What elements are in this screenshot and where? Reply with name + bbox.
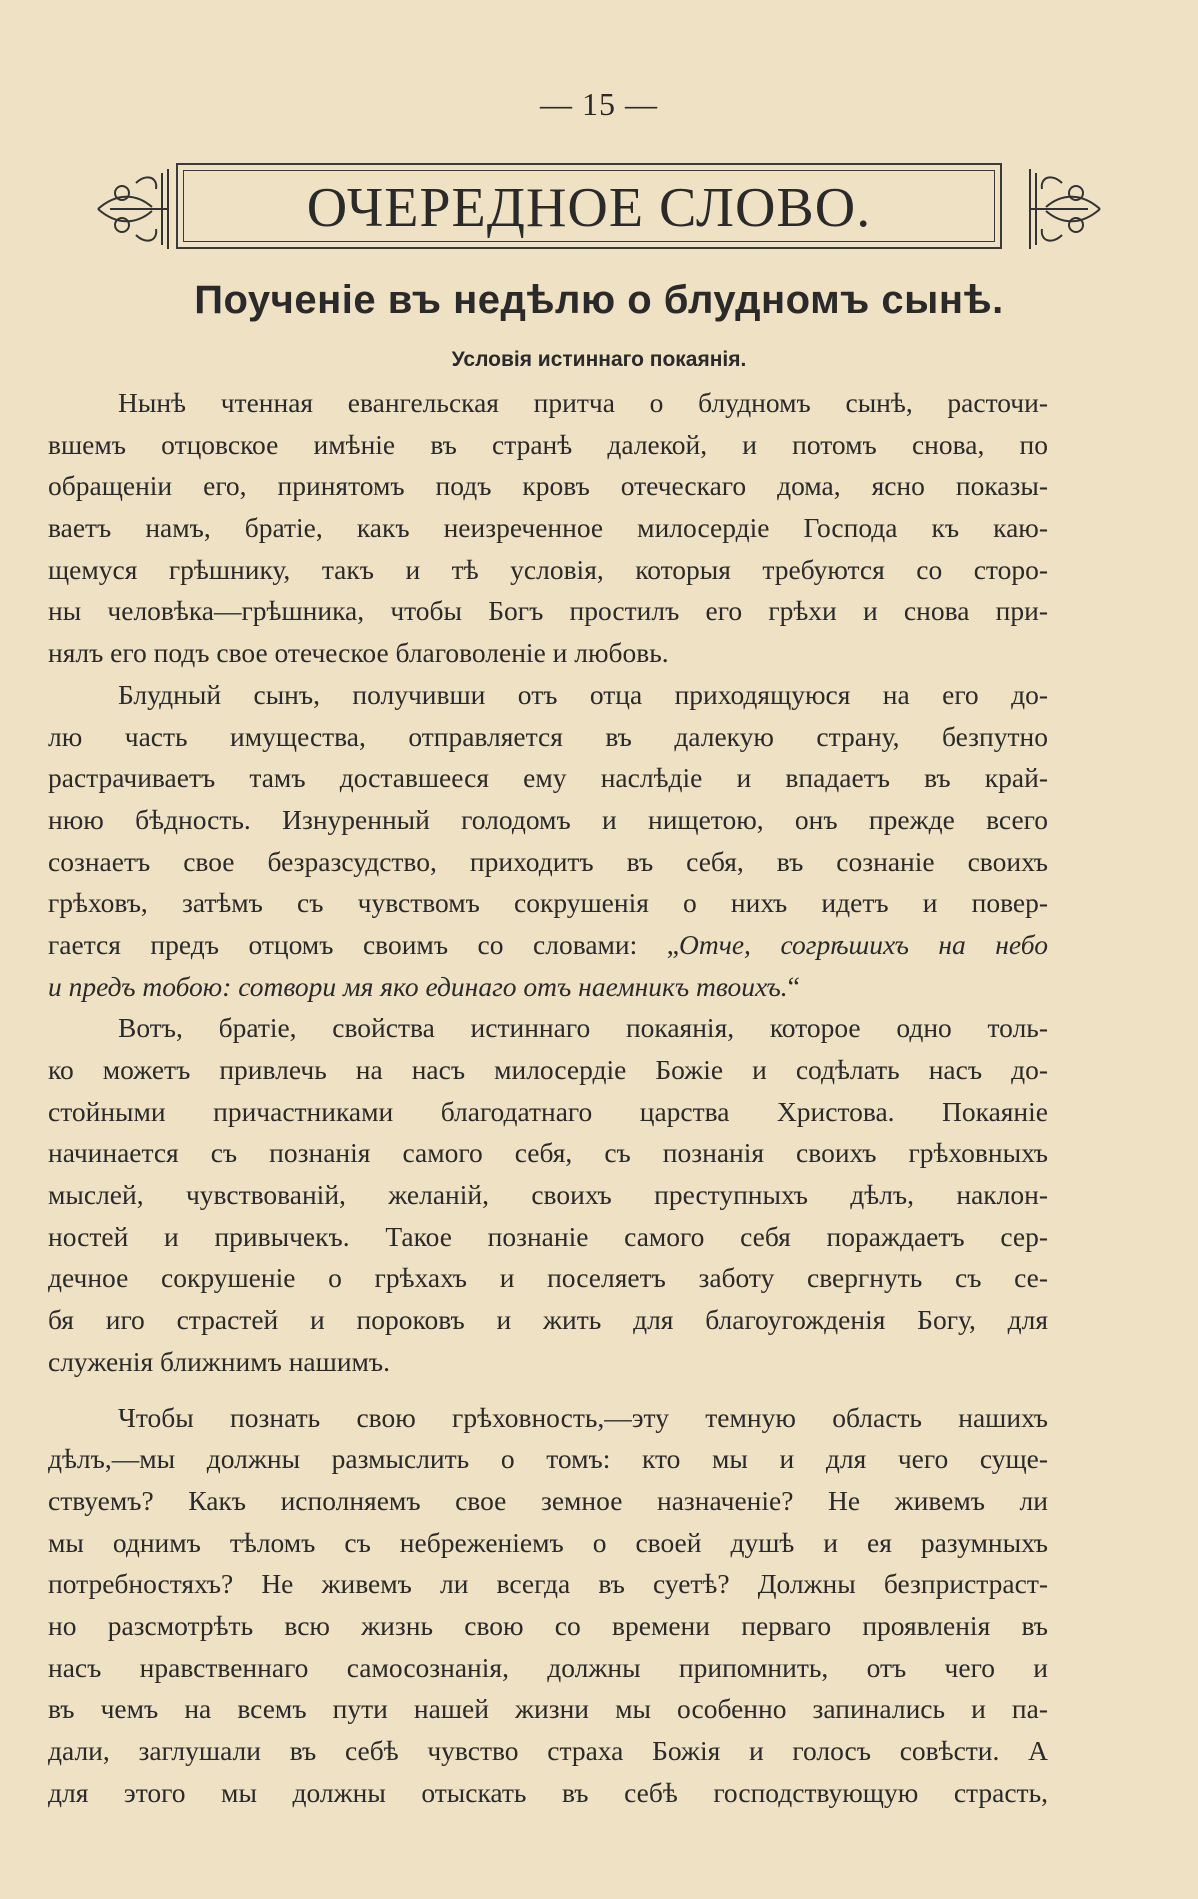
text-line: нюю бѣдность. Изнуренный голодомъ и нищетою, онъ прежде всего (48, 803, 1048, 835)
text-line: мыслей, чувствованій, желаній, своихъ преступныхъ дѣлъ, наклон- (48, 1179, 1048, 1211)
paragraph (48, 1397, 1048, 1814)
text-fragment: гается предъ отцомъ своимъ со словами: „ (48, 928, 680, 960)
text-line: ны человѣка—грѣшника, чтобы Богъ простилъ его грѣхи и снова при- (48, 595, 1048, 627)
text-line: Нынѣ чтенная евангельская притча о блудномъ сынѣ, расточи- (118, 387, 1048, 418)
text-line: щемуся грѣшнику, такъ и тѣ условія, которыя требуются со сторо- (48, 553, 1048, 585)
text-line: растрачиваетъ тамъ доставшееся ему наслѣдіе и впадаетъ въ край- (48, 762, 1048, 794)
text-line: грѣховъ, затѣмъ съ чувствомъ сокрушенія о нихъ идетъ и повер- (48, 887, 1048, 919)
text-line: Вотъ, братіе, свойства истиннаго покаянія, которое одно толь- (118, 1012, 1048, 1044)
text-line: дечное сокрушеніе о грѣхахъ и поселяетъ заботу свергнуть съ се- (48, 1262, 1048, 1294)
text-line: служенія ближнимъ нашимъ. (48, 1345, 391, 1377)
text-line: ко можетъ привлечь на насъ милосердіе Божіе и содѣлать насъ до- (48, 1054, 1048, 1085)
right-ornament-icon (1022, 163, 1102, 255)
paragraph (48, 674, 1048, 1008)
closing-quote: “ (787, 970, 800, 1002)
text-line: Блудный сынъ, получивши отъ отца приходящуюся на его до- (118, 678, 1048, 710)
text-line: въ чемъ на всемъ пути нашей жизни мы особенно запинались и па- (48, 1693, 1048, 1725)
text-line: мы однимъ тѣломъ съ небреженіемъ о своей душѣ и ея разумныхъ (48, 1526, 1048, 1558)
text-line: ностей и привычекъ. Такое познаніе самого себя пораждаетъ сер- (48, 1220, 1048, 1252)
scripture-quote: и предъ тобою: сотвори мя яко единаго отъ наемникъ твоихъ. (48, 970, 788, 1002)
text-line: дѣлъ,—мы должны размыслить о томъ: кто мы и для чего суще- (48, 1443, 1048, 1475)
paragraph (48, 1007, 1048, 1382)
text-line: вшемъ отцовское имѣніе въ странѣ далекой, и потомъ снова, по (48, 428, 1048, 460)
text-line: начинается съ познанія самого себя, съ познанія своихъ грѣховныхъ (48, 1137, 1048, 1169)
text-line: обращеніи его, принятомъ подъ кровъ отеческаго дома, ясно показы- (48, 470, 1048, 502)
text-line: стойными причастниками благодатнаго царства Христова. Покаяніе (48, 1095, 1048, 1127)
text-line: дали, заглушали въ себѣ чувство страха Божія и голосъ совѣсти. А (48, 1735, 1048, 1766)
text-line: лю часть имущества, отправляется въ далекую страну, безпутно (48, 720, 1048, 752)
text-line: Чтобы познать свою грѣховность,—эту темную область нашихъ (118, 1401, 1048, 1433)
text-line: потребностяхъ? Не живемъ ли всегда въ суетѣ? Должны безпристраст- (48, 1568, 1048, 1600)
scripture-quote: Отче, согрѣшихъ на небо (679, 928, 1048, 960)
left-ornament-icon (96, 163, 176, 255)
section-title-frame (176, 163, 1002, 249)
sermon-body (48, 382, 1048, 1813)
text-line: сознаетъ свое безразсудство, приходитъ въ себя, въ сознаніе своихъ (48, 845, 1048, 877)
page-number: — 15 — (540, 86, 658, 122)
paragraph (48, 382, 1048, 674)
text-line: ваетъ намъ, братіе, какъ неизреченное милосердіе Господа къ каю- (48, 512, 1048, 544)
text-line: насъ нравственнаго самосознанія, должны припомнить, отъ чего и (48, 1651, 1048, 1683)
sermon-title: Поученіе въ недѣлю о блудномъ сынѣ. (194, 278, 1004, 322)
section-heading-band (96, 163, 1102, 255)
text-line (48, 966, 1048, 1008)
sermon-subtitle: Условія истиннаго покаянія. (451, 348, 747, 371)
text-line: нялъ его подъ свое отеческое благоволеніе и любовь. (48, 637, 669, 669)
text-line: бя иго страстей и пороковъ и жить для благоугожденія Богу, для (48, 1304, 1048, 1336)
text-line: для этого мы должны отыскать въ себѣ господствующую страсть, (48, 1776, 1048, 1808)
text-line: но разсмотрѣть всю жизнь свою со времени перваго проявленія въ (48, 1609, 1048, 1641)
section-title: ОЧЕРЕДНОЕ СЛОВО. (306, 177, 872, 239)
text-line: ствуемъ? Какъ исполняемъ свое земное назначеніе? Не живемъ ли (48, 1484, 1048, 1516)
text-line (48, 924, 1048, 966)
